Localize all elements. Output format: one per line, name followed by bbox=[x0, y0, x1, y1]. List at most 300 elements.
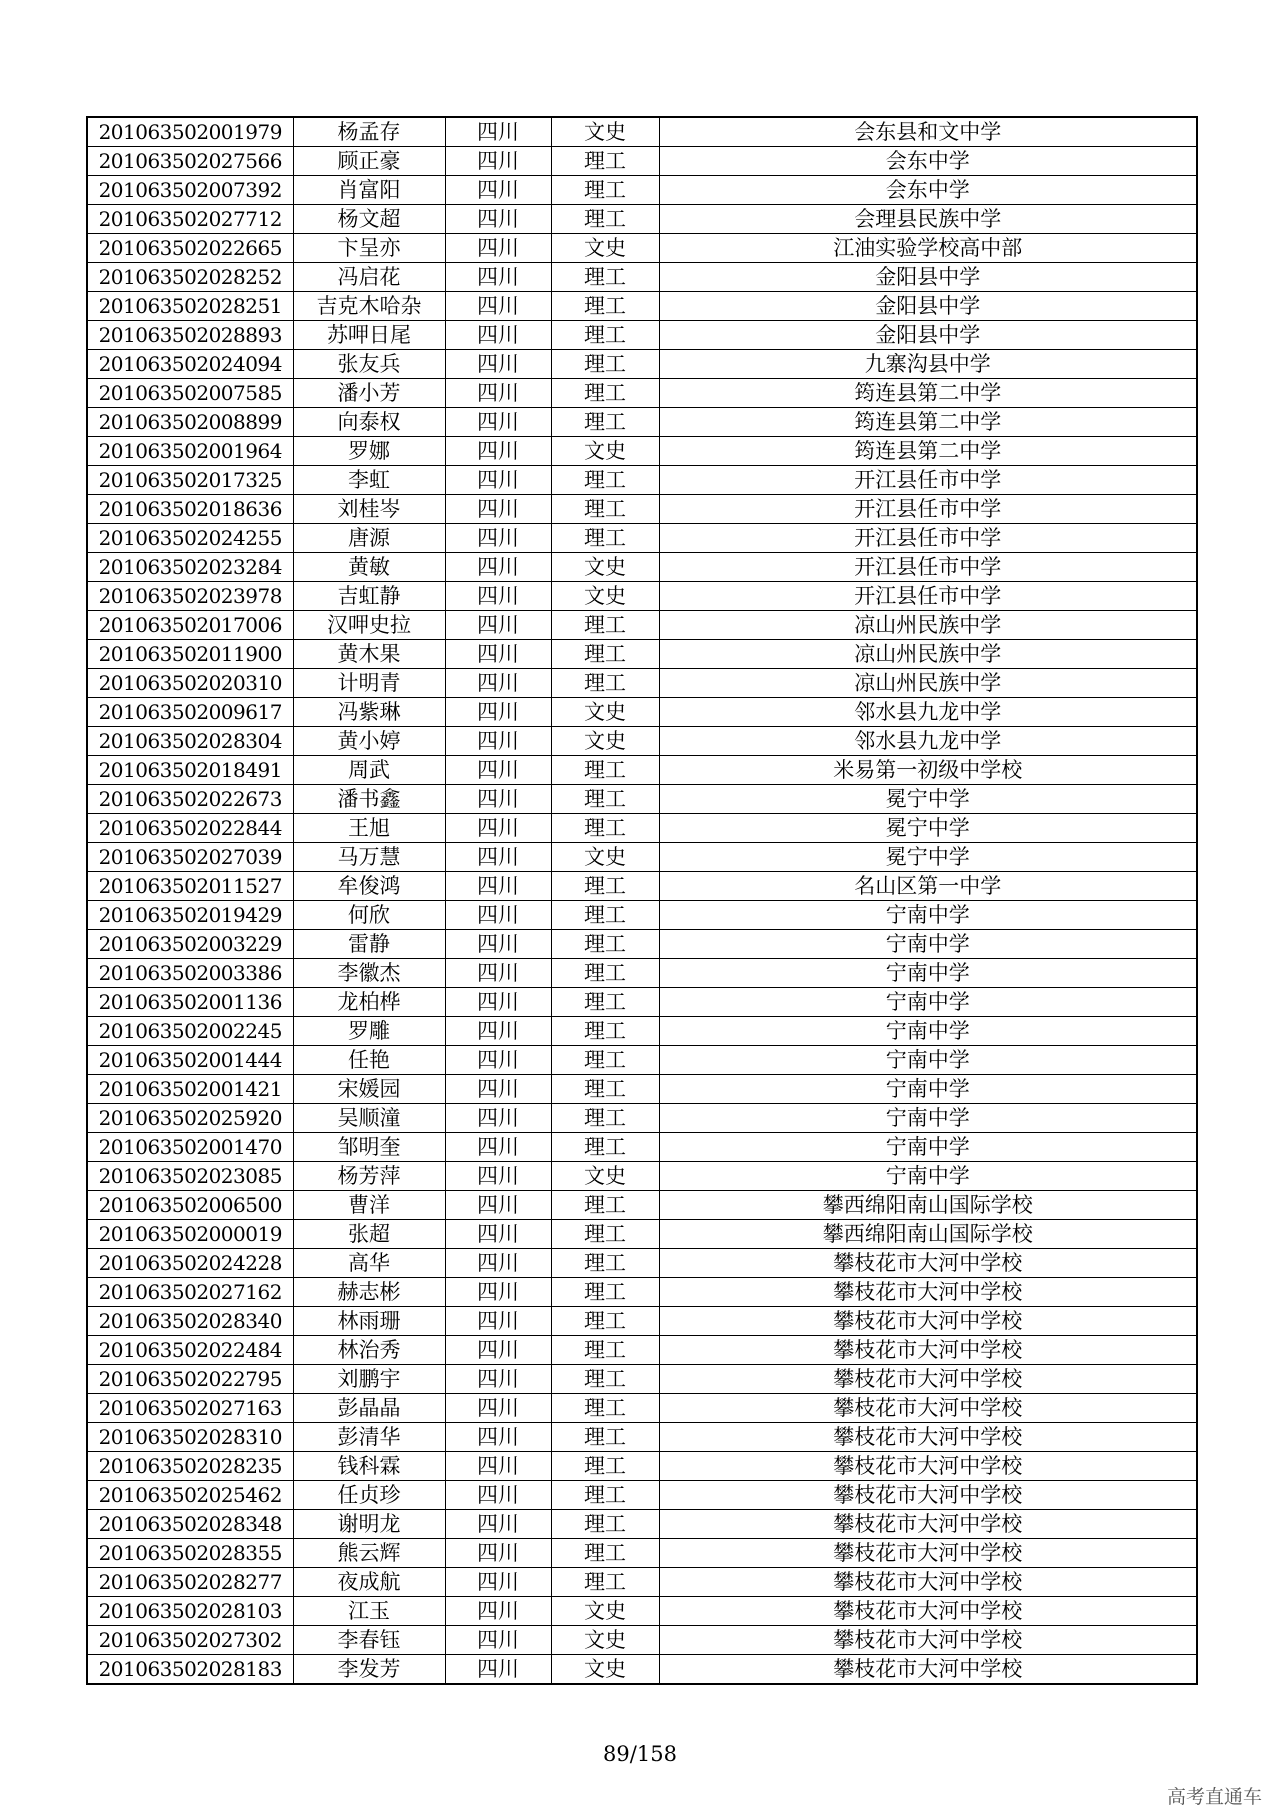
candidate-id-cell: 201063502011900 bbox=[87, 640, 293, 669]
category-cell: 理工 bbox=[551, 785, 659, 814]
province-cell: 四川 bbox=[445, 988, 551, 1017]
candidate-id-cell: 201063502018636 bbox=[87, 495, 293, 524]
school-cell: 攀枝花市大河中学校 bbox=[659, 1481, 1197, 1510]
province-cell: 四川 bbox=[445, 785, 551, 814]
province-cell: 四川 bbox=[445, 669, 551, 698]
category-cell: 理工 bbox=[551, 1510, 659, 1539]
table-row bbox=[87, 756, 1197, 785]
table-row bbox=[87, 495, 1197, 524]
candidate-id-cell: 201063502001964 bbox=[87, 437, 293, 466]
category-cell: 理工 bbox=[551, 930, 659, 959]
school-cell: 宁南中学 bbox=[659, 1162, 1197, 1191]
name-cell: 林治秀 bbox=[293, 1336, 445, 1365]
category-cell: 理工 bbox=[551, 466, 659, 495]
province-cell: 四川 bbox=[445, 1191, 551, 1220]
name-cell: 钱科霖 bbox=[293, 1452, 445, 1481]
table-row bbox=[87, 205, 1197, 234]
province-cell: 四川 bbox=[445, 1162, 551, 1191]
candidate-id-cell: 201063502028183 bbox=[87, 1655, 293, 1685]
candidate-id-cell: 201063502022665 bbox=[87, 234, 293, 263]
table-row bbox=[87, 408, 1197, 437]
name-cell: 李徽杰 bbox=[293, 959, 445, 988]
category-cell: 理工 bbox=[551, 379, 659, 408]
category-cell: 文史 bbox=[551, 234, 659, 263]
school-cell: 米易第一初级中学校 bbox=[659, 756, 1197, 785]
name-cell: 罗娜 bbox=[293, 437, 445, 466]
province-cell: 四川 bbox=[445, 1133, 551, 1162]
table-body bbox=[87, 117, 1197, 1684]
school-cell: 冕宁中学 bbox=[659, 814, 1197, 843]
category-cell: 文史 bbox=[551, 1655, 659, 1685]
province-cell: 四川 bbox=[445, 1539, 551, 1568]
candidate-id-cell: 201063502007392 bbox=[87, 176, 293, 205]
name-cell: 夜成航 bbox=[293, 1568, 445, 1597]
candidate-id-cell: 201063502028251 bbox=[87, 292, 293, 321]
school-cell: 宁南中学 bbox=[659, 1017, 1197, 1046]
name-cell: 雷静 bbox=[293, 930, 445, 959]
name-cell: 李发芳 bbox=[293, 1655, 445, 1685]
candidate-id-cell: 201063502006500 bbox=[87, 1191, 293, 1220]
table-row bbox=[87, 582, 1197, 611]
candidate-id-cell: 201063502028235 bbox=[87, 1452, 293, 1481]
category-cell: 理工 bbox=[551, 1220, 659, 1249]
table-row bbox=[87, 1365, 1197, 1394]
table-row bbox=[87, 1046, 1197, 1075]
name-cell: 杨芳萍 bbox=[293, 1162, 445, 1191]
name-cell: 邹明奎 bbox=[293, 1133, 445, 1162]
table-row bbox=[87, 1191, 1197, 1220]
name-cell: 苏呷日尾 bbox=[293, 321, 445, 350]
table-row bbox=[87, 611, 1197, 640]
name-cell: 黄木果 bbox=[293, 640, 445, 669]
school-cell: 金阳县中学 bbox=[659, 263, 1197, 292]
candidate-id-cell: 201063502027302 bbox=[87, 1626, 293, 1655]
table-row bbox=[87, 843, 1197, 872]
province-cell: 四川 bbox=[445, 901, 551, 930]
candidate-id-cell: 201063502007585 bbox=[87, 379, 293, 408]
name-cell: 马万慧 bbox=[293, 843, 445, 872]
table-row bbox=[87, 234, 1197, 263]
school-cell: 宁南中学 bbox=[659, 1104, 1197, 1133]
table-row bbox=[87, 321, 1197, 350]
school-cell: 邻水县九龙中学 bbox=[659, 698, 1197, 727]
category-cell: 理工 bbox=[551, 1481, 659, 1510]
candidate-id-cell: 201063502001421 bbox=[87, 1075, 293, 1104]
school-cell: 攀枝花市大河中学校 bbox=[659, 1336, 1197, 1365]
province-cell: 四川 bbox=[445, 408, 551, 437]
name-cell: 计明青 bbox=[293, 669, 445, 698]
candidate-id-cell: 201063502027039 bbox=[87, 843, 293, 872]
school-cell: 攀枝花市大河中学校 bbox=[659, 1249, 1197, 1278]
category-cell: 理工 bbox=[551, 1249, 659, 1278]
school-cell: 开江县任市中学 bbox=[659, 553, 1197, 582]
candidate-id-cell: 201063502000019 bbox=[87, 1220, 293, 1249]
school-cell: 攀枝花市大河中学校 bbox=[659, 1597, 1197, 1626]
candidate-id-cell: 201063502002245 bbox=[87, 1017, 293, 1046]
province-cell: 四川 bbox=[445, 1510, 551, 1539]
province-cell: 四川 bbox=[445, 582, 551, 611]
name-cell: 唐源 bbox=[293, 524, 445, 553]
candidate-id-cell: 201063502028304 bbox=[87, 727, 293, 756]
category-cell: 理工 bbox=[551, 611, 659, 640]
name-cell: 潘书鑫 bbox=[293, 785, 445, 814]
candidate-id-cell: 201063502003229 bbox=[87, 930, 293, 959]
school-cell: 凉山州民族中学 bbox=[659, 640, 1197, 669]
name-cell: 吴顺潼 bbox=[293, 1104, 445, 1133]
name-cell: 潘小芳 bbox=[293, 379, 445, 408]
name-cell: 吉克木哈杂 bbox=[293, 292, 445, 321]
candidate-id-cell: 201063502001470 bbox=[87, 1133, 293, 1162]
name-cell: 周武 bbox=[293, 756, 445, 785]
school-cell: 攀枝花市大河中学校 bbox=[659, 1278, 1197, 1307]
category-cell: 文史 bbox=[551, 1162, 659, 1191]
school-cell: 攀枝花市大河中学校 bbox=[659, 1510, 1197, 1539]
province-cell: 四川 bbox=[445, 1655, 551, 1685]
category-cell: 理工 bbox=[551, 408, 659, 437]
school-cell: 攀西绵阳南山国际学校 bbox=[659, 1220, 1197, 1249]
candidate-id-cell: 201063502009617 bbox=[87, 698, 293, 727]
province-cell: 四川 bbox=[445, 379, 551, 408]
name-cell: 汉呷史拉 bbox=[293, 611, 445, 640]
province-cell: 四川 bbox=[445, 1394, 551, 1423]
candidate-id-cell: 201063502008899 bbox=[87, 408, 293, 437]
table-row bbox=[87, 901, 1197, 930]
province-cell: 四川 bbox=[445, 698, 551, 727]
candidate-id-cell: 201063502028310 bbox=[87, 1423, 293, 1452]
name-cell: 张超 bbox=[293, 1220, 445, 1249]
candidate-id-cell: 201063502001444 bbox=[87, 1046, 293, 1075]
province-cell: 四川 bbox=[445, 466, 551, 495]
table-row bbox=[87, 727, 1197, 756]
province-cell: 四川 bbox=[445, 1075, 551, 1104]
name-cell: 向泰权 bbox=[293, 408, 445, 437]
table-row bbox=[87, 669, 1197, 698]
category-cell: 文史 bbox=[551, 117, 659, 147]
school-cell: 攀枝花市大河中学校 bbox=[659, 1539, 1197, 1568]
admission-list-table bbox=[86, 116, 1198, 1685]
school-cell: 攀枝花市大河中学校 bbox=[659, 1655, 1197, 1685]
province-cell: 四川 bbox=[445, 611, 551, 640]
school-cell: 开江县任市中学 bbox=[659, 466, 1197, 495]
province-cell: 四川 bbox=[445, 1278, 551, 1307]
category-cell: 理工 bbox=[551, 176, 659, 205]
name-cell: 吉虹静 bbox=[293, 582, 445, 611]
table-row bbox=[87, 1278, 1197, 1307]
candidate-id-cell: 201063502025920 bbox=[87, 1104, 293, 1133]
name-cell: 熊云辉 bbox=[293, 1539, 445, 1568]
table-row bbox=[87, 872, 1197, 901]
category-cell: 理工 bbox=[551, 1191, 659, 1220]
category-cell: 理工 bbox=[551, 1452, 659, 1481]
candidate-id-cell: 201063502023284 bbox=[87, 553, 293, 582]
school-cell: 筠连县第二中学 bbox=[659, 408, 1197, 437]
school-cell: 宁南中学 bbox=[659, 959, 1197, 988]
table-row bbox=[87, 379, 1197, 408]
table-row bbox=[87, 1394, 1197, 1423]
table-row bbox=[87, 1597, 1197, 1626]
table-row bbox=[87, 466, 1197, 495]
candidate-id-cell: 201063502028252 bbox=[87, 263, 293, 292]
table-row bbox=[87, 1481, 1197, 1510]
province-cell: 四川 bbox=[445, 1423, 551, 1452]
category-cell: 文史 bbox=[551, 1597, 659, 1626]
school-cell: 凉山州民族中学 bbox=[659, 611, 1197, 640]
province-cell: 四川 bbox=[445, 1220, 551, 1249]
category-cell: 理工 bbox=[551, 495, 659, 524]
table-row bbox=[87, 698, 1197, 727]
school-cell: 宁南中学 bbox=[659, 901, 1197, 930]
candidate-id-cell: 201063502019429 bbox=[87, 901, 293, 930]
name-cell: 王旭 bbox=[293, 814, 445, 843]
table-row bbox=[87, 1220, 1197, 1249]
school-cell: 攀枝花市大河中学校 bbox=[659, 1423, 1197, 1452]
school-cell: 冕宁中学 bbox=[659, 785, 1197, 814]
province-cell: 四川 bbox=[445, 495, 551, 524]
table-row bbox=[87, 1452, 1197, 1481]
category-cell: 理工 bbox=[551, 1075, 659, 1104]
candidate-id-cell: 201063502022844 bbox=[87, 814, 293, 843]
category-cell: 理工 bbox=[551, 205, 659, 234]
province-cell: 四川 bbox=[445, 1046, 551, 1075]
name-cell: 刘鹏宇 bbox=[293, 1365, 445, 1394]
category-cell: 理工 bbox=[551, 959, 659, 988]
school-cell: 宁南中学 bbox=[659, 1075, 1197, 1104]
candidate-id-cell: 201063502022795 bbox=[87, 1365, 293, 1394]
category-cell: 理工 bbox=[551, 1394, 659, 1423]
candidate-id-cell: 201063502028893 bbox=[87, 321, 293, 350]
province-cell: 四川 bbox=[445, 176, 551, 205]
category-cell: 理工 bbox=[551, 524, 659, 553]
table-row bbox=[87, 959, 1197, 988]
school-cell: 江油实验学校高中部 bbox=[659, 234, 1197, 263]
name-cell: 彭清华 bbox=[293, 1423, 445, 1452]
province-cell: 四川 bbox=[445, 292, 551, 321]
school-cell: 九寨沟县中学 bbox=[659, 350, 1197, 379]
province-cell: 四川 bbox=[445, 1568, 551, 1597]
table-row bbox=[87, 1017, 1197, 1046]
name-cell: 宋媛园 bbox=[293, 1075, 445, 1104]
table-row bbox=[87, 176, 1197, 205]
category-cell: 理工 bbox=[551, 263, 659, 292]
school-cell: 开江县任市中学 bbox=[659, 495, 1197, 524]
candidate-id-cell: 201063502027712 bbox=[87, 205, 293, 234]
candidate-id-cell: 201063502001136 bbox=[87, 988, 293, 1017]
category-cell: 理工 bbox=[551, 1017, 659, 1046]
candidate-id-cell: 201063502028277 bbox=[87, 1568, 293, 1597]
table-row bbox=[87, 1133, 1197, 1162]
name-cell: 任艳 bbox=[293, 1046, 445, 1075]
name-cell: 冯紫琳 bbox=[293, 698, 445, 727]
province-cell: 四川 bbox=[445, 147, 551, 176]
school-cell: 名山区第一中学 bbox=[659, 872, 1197, 901]
province-cell: 四川 bbox=[445, 1249, 551, 1278]
school-cell: 会东中学 bbox=[659, 176, 1197, 205]
candidate-id-cell: 201063502018491 bbox=[87, 756, 293, 785]
category-cell: 理工 bbox=[551, 872, 659, 901]
province-cell: 四川 bbox=[445, 930, 551, 959]
table-row bbox=[87, 1104, 1197, 1133]
category-cell: 理工 bbox=[551, 901, 659, 930]
candidate-id-cell: 201063502022673 bbox=[87, 785, 293, 814]
category-cell: 文史 bbox=[551, 698, 659, 727]
province-cell: 四川 bbox=[445, 1626, 551, 1655]
name-cell: 牟俊鸿 bbox=[293, 872, 445, 901]
name-cell: 李春钰 bbox=[293, 1626, 445, 1655]
name-cell: 彭晶晶 bbox=[293, 1394, 445, 1423]
candidate-id-cell: 201063502027566 bbox=[87, 147, 293, 176]
province-cell: 四川 bbox=[445, 727, 551, 756]
candidate-id-cell: 201063502027163 bbox=[87, 1394, 293, 1423]
candidate-id-cell: 201063502023978 bbox=[87, 582, 293, 611]
candidate-id-cell: 201063502024255 bbox=[87, 524, 293, 553]
school-cell: 会东中学 bbox=[659, 147, 1197, 176]
name-cell: 肖富阳 bbox=[293, 176, 445, 205]
category-cell: 理工 bbox=[551, 147, 659, 176]
province-cell: 四川 bbox=[445, 1597, 551, 1626]
category-cell: 理工 bbox=[551, 1278, 659, 1307]
name-cell: 谢明龙 bbox=[293, 1510, 445, 1539]
school-cell: 会东县和文中学 bbox=[659, 117, 1197, 147]
category-cell: 理工 bbox=[551, 1336, 659, 1365]
school-cell: 攀枝花市大河中学校 bbox=[659, 1626, 1197, 1655]
school-cell: 会理县民族中学 bbox=[659, 205, 1197, 234]
category-cell: 理工 bbox=[551, 1423, 659, 1452]
table-row bbox=[87, 1568, 1197, 1597]
candidate-id-cell: 201063502028355 bbox=[87, 1539, 293, 1568]
candidate-id-cell: 201063502028103 bbox=[87, 1597, 293, 1626]
name-cell: 赫志彬 bbox=[293, 1278, 445, 1307]
school-cell: 攀枝花市大河中学校 bbox=[659, 1394, 1197, 1423]
candidate-id-cell: 201063502017325 bbox=[87, 466, 293, 495]
province-cell: 四川 bbox=[445, 263, 551, 292]
category-cell: 理工 bbox=[551, 1568, 659, 1597]
candidate-id-cell: 201063502024094 bbox=[87, 350, 293, 379]
school-cell: 邻水县九龙中学 bbox=[659, 727, 1197, 756]
province-cell: 四川 bbox=[445, 437, 551, 466]
table-row bbox=[87, 1249, 1197, 1278]
name-cell: 黄小婷 bbox=[293, 727, 445, 756]
page-number: 89/158 bbox=[603, 1742, 677, 1766]
province-cell: 四川 bbox=[445, 1365, 551, 1394]
table-row bbox=[87, 930, 1197, 959]
name-cell: 刘桂岑 bbox=[293, 495, 445, 524]
name-cell: 江玉 bbox=[293, 1597, 445, 1626]
candidate-id-cell: 201063502027162 bbox=[87, 1278, 293, 1307]
category-cell: 理工 bbox=[551, 756, 659, 785]
category-cell: 理工 bbox=[551, 1104, 659, 1133]
name-cell: 顾正豪 bbox=[293, 147, 445, 176]
table-row bbox=[87, 350, 1197, 379]
category-cell: 理工 bbox=[551, 1046, 659, 1075]
category-cell: 理工 bbox=[551, 1539, 659, 1568]
school-cell: 开江县任市中学 bbox=[659, 582, 1197, 611]
category-cell: 理工 bbox=[551, 669, 659, 698]
table-row bbox=[87, 553, 1197, 582]
school-cell: 冕宁中学 bbox=[659, 843, 1197, 872]
province-cell: 四川 bbox=[445, 350, 551, 379]
table-row bbox=[87, 988, 1197, 1017]
name-cell: 龙柏桦 bbox=[293, 988, 445, 1017]
name-cell: 冯启花 bbox=[293, 263, 445, 292]
table-row bbox=[87, 814, 1197, 843]
province-cell: 四川 bbox=[445, 1481, 551, 1510]
province-cell: 四川 bbox=[445, 1104, 551, 1133]
candidate-id-cell: 201063502025462 bbox=[87, 1481, 293, 1510]
category-cell: 文史 bbox=[551, 727, 659, 756]
name-cell: 任贞珍 bbox=[293, 1481, 445, 1510]
candidate-id-cell: 201063502001979 bbox=[87, 117, 293, 147]
province-cell: 四川 bbox=[445, 553, 551, 582]
name-cell: 卞呈亦 bbox=[293, 234, 445, 263]
table-row bbox=[87, 263, 1197, 292]
province-cell: 四川 bbox=[445, 321, 551, 350]
school-cell: 攀枝花市大河中学校 bbox=[659, 1307, 1197, 1336]
province-cell: 四川 bbox=[445, 1017, 551, 1046]
table-row bbox=[87, 1626, 1197, 1655]
category-cell: 理工 bbox=[551, 1365, 659, 1394]
candidate-id-cell: 201063502017006 bbox=[87, 611, 293, 640]
table-row bbox=[87, 1307, 1197, 1336]
province-cell: 四川 bbox=[445, 234, 551, 263]
table-row bbox=[87, 1510, 1197, 1539]
category-cell: 理工 bbox=[551, 292, 659, 321]
table-row bbox=[87, 147, 1197, 176]
school-cell: 金阳县中学 bbox=[659, 321, 1197, 350]
table-row bbox=[87, 785, 1197, 814]
table-row bbox=[87, 1162, 1197, 1191]
school-cell: 筠连县第二中学 bbox=[659, 379, 1197, 408]
name-cell: 杨文超 bbox=[293, 205, 445, 234]
table-row bbox=[87, 524, 1197, 553]
name-cell: 杨孟存 bbox=[293, 117, 445, 147]
candidate-id-cell: 201063502020310 bbox=[87, 669, 293, 698]
name-cell: 何欣 bbox=[293, 901, 445, 930]
school-cell: 攀枝花市大河中学校 bbox=[659, 1365, 1197, 1394]
category-cell: 理工 bbox=[551, 988, 659, 1017]
category-cell: 理工 bbox=[551, 814, 659, 843]
table-row bbox=[87, 1423, 1197, 1452]
candidate-id-cell: 201063502022484 bbox=[87, 1336, 293, 1365]
table-row bbox=[87, 1655, 1197, 1685]
candidate-id-cell: 201063502028348 bbox=[87, 1510, 293, 1539]
table-row bbox=[87, 640, 1197, 669]
province-cell: 四川 bbox=[445, 524, 551, 553]
school-cell: 攀枝花市大河中学校 bbox=[659, 1452, 1197, 1481]
category-cell: 文史 bbox=[551, 1626, 659, 1655]
province-cell: 四川 bbox=[445, 640, 551, 669]
category-cell: 文史 bbox=[551, 553, 659, 582]
table-row bbox=[87, 1336, 1197, 1365]
category-cell: 理工 bbox=[551, 1133, 659, 1162]
category-cell: 文史 bbox=[551, 582, 659, 611]
watermark-text: 高考直通车 bbox=[1166, 1786, 1262, 1808]
province-cell: 四川 bbox=[445, 117, 551, 147]
school-cell: 筠连县第二中学 bbox=[659, 437, 1197, 466]
table-row bbox=[87, 437, 1197, 466]
school-cell: 凉山州民族中学 bbox=[659, 669, 1197, 698]
category-cell: 理工 bbox=[551, 321, 659, 350]
province-cell: 四川 bbox=[445, 1336, 551, 1365]
school-cell: 攀西绵阳南山国际学校 bbox=[659, 1191, 1197, 1220]
category-cell: 理工 bbox=[551, 1307, 659, 1336]
school-cell: 宁南中学 bbox=[659, 988, 1197, 1017]
table-row bbox=[87, 1539, 1197, 1568]
table-row bbox=[87, 292, 1197, 321]
province-cell: 四川 bbox=[445, 872, 551, 901]
category-cell: 理工 bbox=[551, 350, 659, 379]
school-cell: 金阳县中学 bbox=[659, 292, 1197, 321]
candidate-id-cell: 201063502024228 bbox=[87, 1249, 293, 1278]
